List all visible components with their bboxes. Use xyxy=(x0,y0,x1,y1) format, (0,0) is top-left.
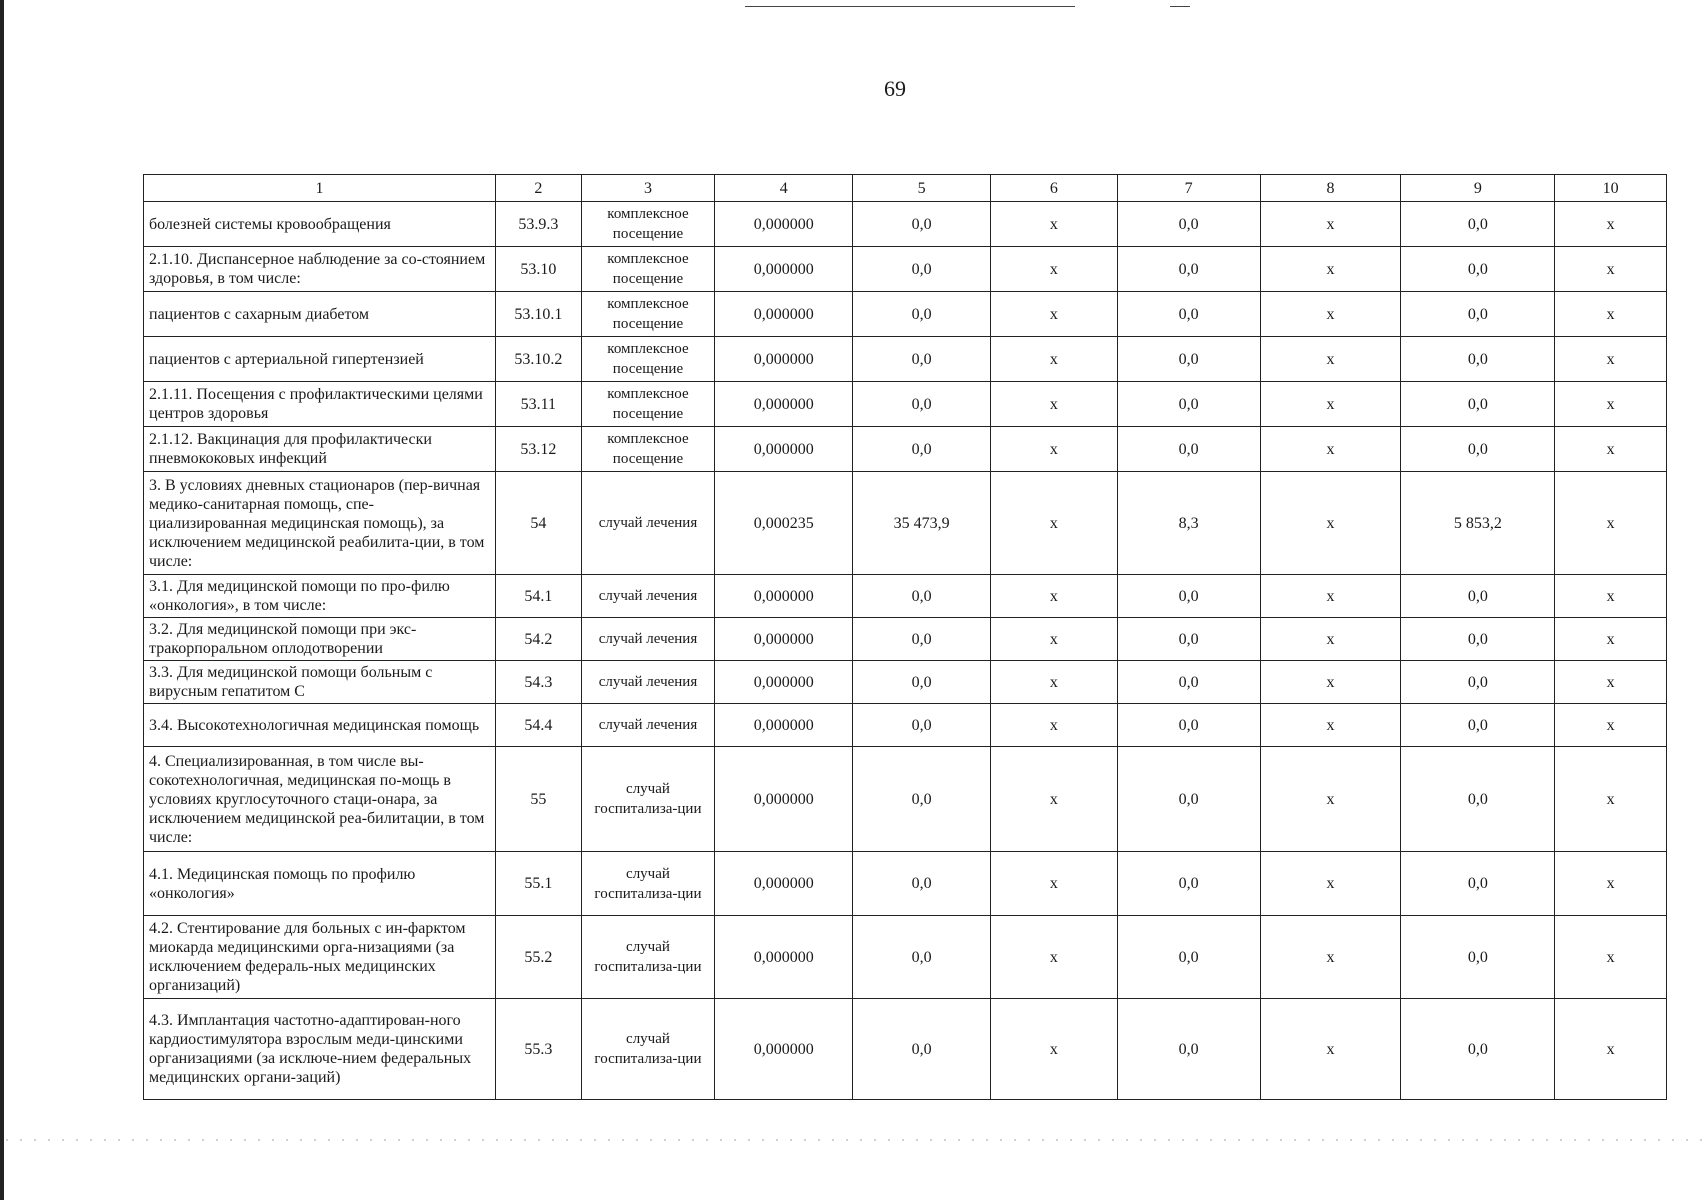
row-col5: 0,0 xyxy=(853,292,991,337)
row-col8: x xyxy=(1260,704,1401,747)
table-row xyxy=(144,382,1667,427)
row-col9: 0,0 xyxy=(1401,382,1555,427)
row-col5: 0,0 xyxy=(853,999,991,1100)
row-col5: 0,0 xyxy=(853,382,991,427)
row-col5: 0,0 xyxy=(853,202,991,247)
row-name: пациентов с сахарным диабетом xyxy=(144,292,496,337)
table-row xyxy=(144,852,1667,916)
row-name: болезней системы кровообращения xyxy=(144,202,496,247)
row-col4: 0,000000 xyxy=(715,661,853,704)
row-col6: x xyxy=(990,999,1117,1100)
row-col5: 0,0 xyxy=(853,247,991,292)
row-col8: x xyxy=(1260,852,1401,916)
row-col8: x xyxy=(1260,337,1401,382)
column-header: 9 xyxy=(1401,175,1555,202)
row-code: 55.2 xyxy=(496,916,582,999)
row-col6: x xyxy=(990,916,1117,999)
row-col4: 0,000000 xyxy=(715,247,853,292)
column-header: 2 xyxy=(496,175,582,202)
row-col7: 0,0 xyxy=(1117,575,1260,618)
row-code: 54.3 xyxy=(496,661,582,704)
row-code: 53.11 xyxy=(496,382,582,427)
row-name: 3. В условиях дневных стационаров (пер-вичная медико-санитарная помощь, спе-циализированная медицинская помощь), за исключением медицинской реабилита-ции, в том числе: xyxy=(144,472,496,575)
table-row xyxy=(144,747,1667,852)
row-col6: x xyxy=(990,382,1117,427)
row-col7: 0,0 xyxy=(1117,292,1260,337)
row-col10: x xyxy=(1555,575,1667,618)
row-code: 53.9.3 xyxy=(496,202,582,247)
row-code: 55.3 xyxy=(496,999,582,1100)
column-header: 4 xyxy=(715,175,853,202)
row-name: 2.1.11. Посещения с профилактическими целями центров здоровья xyxy=(144,382,496,427)
row-col8: x xyxy=(1260,747,1401,852)
row-col9: 0,0 xyxy=(1401,247,1555,292)
row-col5: 0,0 xyxy=(853,337,991,382)
row-col5: 0,0 xyxy=(853,427,991,472)
row-col4: 0,000000 xyxy=(715,575,853,618)
row-code: 54.2 xyxy=(496,618,582,661)
row-col6: x xyxy=(990,747,1117,852)
row-col9: 0,0 xyxy=(1401,202,1555,247)
row-unit: комплексное посещение xyxy=(581,292,715,337)
row-col4: 0,000000 xyxy=(715,852,853,916)
row-col9: 0,0 xyxy=(1401,704,1555,747)
row-col7: 0,0 xyxy=(1117,618,1260,661)
row-col4: 0,000000 xyxy=(715,202,853,247)
table-row xyxy=(144,247,1667,292)
row-unit: случай лечения xyxy=(581,575,715,618)
row-col10: x xyxy=(1555,247,1667,292)
row-col7: 0,0 xyxy=(1117,427,1260,472)
row-col10: x xyxy=(1555,337,1667,382)
row-col8: x xyxy=(1260,292,1401,337)
row-col8: x xyxy=(1260,472,1401,575)
row-col9: 0,0 xyxy=(1401,427,1555,472)
row-col4: 0,000000 xyxy=(715,747,853,852)
table-row xyxy=(144,704,1667,747)
row-col4: 0,000000 xyxy=(715,704,853,747)
row-name: 3.1. Для медицинской помощи по про-филю «онкология», в том числе: xyxy=(144,575,496,618)
row-col10: x xyxy=(1555,704,1667,747)
row-col9: 0,0 xyxy=(1401,999,1555,1100)
row-col5: 0,0 xyxy=(853,575,991,618)
row-col8: x xyxy=(1260,575,1401,618)
row-name: 2.1.12. Вакцинация для профилактически пневмококовых инфекций xyxy=(144,427,496,472)
row-name: 4.2. Стентирование для больных с ин-фарктом миокарда медицинскими орга-низациями (за исключением федераль-ных медицинских организаций) xyxy=(144,916,496,999)
row-name: 3.2. Для медицинской помощи при экс-тракорпоральном оплодотворении xyxy=(144,618,496,661)
row-col6: x xyxy=(990,292,1117,337)
row-col6: x xyxy=(990,202,1117,247)
row-col5: 0,0 xyxy=(853,618,991,661)
row-col6: x xyxy=(990,618,1117,661)
row-col10: x xyxy=(1555,618,1667,661)
row-code: 54 xyxy=(496,472,582,575)
row-col8: x xyxy=(1260,661,1401,704)
row-col8: x xyxy=(1260,202,1401,247)
row-col9: 5 853,2 xyxy=(1401,472,1555,575)
row-col5: 0,0 xyxy=(853,704,991,747)
row-name: 3.4. Высокотехнологичная медицинская помощь xyxy=(144,704,496,747)
row-col6: x xyxy=(990,337,1117,382)
column-header: 1 xyxy=(144,175,496,202)
scan-noise xyxy=(0,1139,1703,1141)
row-name: 4.3. Имплантация частотно-адаптирован-ного кардиостимулятора взрослым меди-цинскими организациями (за исключе-нием федеральных медицинских органи-заций) xyxy=(144,999,496,1100)
row-col8: x xyxy=(1260,247,1401,292)
table-row xyxy=(144,202,1667,247)
column-header: 5 xyxy=(853,175,991,202)
row-col10: x xyxy=(1555,747,1667,852)
data-table xyxy=(143,174,1667,1100)
column-header-row xyxy=(144,175,1667,202)
row-col5: 0,0 xyxy=(853,747,991,852)
row-col9: 0,0 xyxy=(1401,575,1555,618)
table-row xyxy=(144,618,1667,661)
row-col9: 0,0 xyxy=(1401,661,1555,704)
row-col6: x xyxy=(990,852,1117,916)
column-header: 3 xyxy=(581,175,715,202)
row-col4: 0,000000 xyxy=(715,999,853,1100)
row-unit: случай госпитализа-ции xyxy=(581,747,715,852)
row-unit: случай лечения xyxy=(581,661,715,704)
row-code: 53.10 xyxy=(496,247,582,292)
row-col9: 0,0 xyxy=(1401,747,1555,852)
row-col7: 0,0 xyxy=(1117,202,1260,247)
row-col7: 8,3 xyxy=(1117,472,1260,575)
row-col6: x xyxy=(990,575,1117,618)
row-unit: комплексное посещение xyxy=(581,337,715,382)
row-col7: 0,0 xyxy=(1117,852,1260,916)
row-code: 53.12 xyxy=(496,427,582,472)
row-code: 53.10.2 xyxy=(496,337,582,382)
row-col10: x xyxy=(1555,382,1667,427)
row-name: пациентов с артериальной гипертензией xyxy=(144,337,496,382)
row-col9: 0,0 xyxy=(1401,292,1555,337)
row-unit: случай госпитализа-ции xyxy=(581,916,715,999)
row-col7: 0,0 xyxy=(1117,747,1260,852)
row-col4: 0,000000 xyxy=(715,292,853,337)
row-col10: x xyxy=(1555,999,1667,1100)
page-number: 69 xyxy=(884,76,906,101)
row-name: 4.1. Медицинская помощь по профилю «онкология» xyxy=(144,852,496,916)
row-col6: x xyxy=(990,704,1117,747)
row-col9: 0,0 xyxy=(1401,337,1555,382)
row-col6: x xyxy=(990,661,1117,704)
row-unit: комплексное посещение xyxy=(581,427,715,472)
row-code: 53.10.1 xyxy=(496,292,582,337)
row-col7: 0,0 xyxy=(1117,337,1260,382)
row-col10: x xyxy=(1555,427,1667,472)
row-col9: 0,0 xyxy=(1401,852,1555,916)
row-col4: 0,000000 xyxy=(715,427,853,472)
row-unit: случай госпитализа-ции xyxy=(581,852,715,916)
row-code: 55 xyxy=(496,747,582,852)
row-col7: 0,0 xyxy=(1117,382,1260,427)
table-row xyxy=(144,292,1667,337)
row-col8: x xyxy=(1260,382,1401,427)
row-unit: случай госпитализа-ции xyxy=(581,999,715,1100)
row-col4: 0,000000 xyxy=(715,916,853,999)
row-col6: x xyxy=(990,472,1117,575)
row-col7: 0,0 xyxy=(1117,999,1260,1100)
row-col5: 0,0 xyxy=(853,661,991,704)
row-name: 3.3. Для медицинской помощи больным с вирусным гепатитом С xyxy=(144,661,496,704)
row-code: 54.4 xyxy=(496,704,582,747)
row-col5: 0,0 xyxy=(853,916,991,999)
row-col10: x xyxy=(1555,661,1667,704)
scan-edge xyxy=(0,0,4,1200)
table-row xyxy=(144,337,1667,382)
table-row xyxy=(144,575,1667,618)
column-header: 7 xyxy=(1117,175,1260,202)
row-name: 2.1.10. Диспансерное наблюдение за со-стоянием здоровья, в том числе: xyxy=(144,247,496,292)
row-col7: 0,0 xyxy=(1117,916,1260,999)
table-row xyxy=(144,916,1667,999)
row-unit: случай лечения xyxy=(581,618,715,661)
row-unit: комплексное посещение xyxy=(581,247,715,292)
row-col6: x xyxy=(990,247,1117,292)
row-col7: 0,0 xyxy=(1117,661,1260,704)
row-col10: x xyxy=(1555,472,1667,575)
column-header: 6 xyxy=(990,175,1117,202)
row-col8: x xyxy=(1260,618,1401,661)
row-col7: 0,0 xyxy=(1117,247,1260,292)
row-unit: комплексное посещение xyxy=(581,382,715,427)
row-code: 54.1 xyxy=(496,575,582,618)
row-col9: 0,0 xyxy=(1401,916,1555,999)
table-row xyxy=(144,427,1667,472)
row-unit: комплексное посещение xyxy=(581,202,715,247)
top-rule xyxy=(745,6,1075,7)
column-header: 10 xyxy=(1555,175,1667,202)
row-name: 4. Специализированная, в том числе вы-сокотехнологичная, медицинская по-мощь в условиях круглосуточного стаци-онара, за исключением медицинской реа-билитации, в том числе: xyxy=(144,747,496,852)
top-rule-fragment xyxy=(1170,6,1190,7)
row-col4: 0,000000 xyxy=(715,337,853,382)
table-row xyxy=(144,999,1667,1100)
table-row xyxy=(144,661,1667,704)
row-col10: x xyxy=(1555,916,1667,999)
row-col5: 0,0 xyxy=(853,852,991,916)
row-unit: случай лечения xyxy=(581,704,715,747)
row-col6: x xyxy=(990,427,1117,472)
row-col9: 0,0 xyxy=(1401,618,1555,661)
row-col5: 35 473,9 xyxy=(853,472,991,575)
row-col8: x xyxy=(1260,916,1401,999)
row-col10: x xyxy=(1555,852,1667,916)
row-col10: x xyxy=(1555,202,1667,247)
row-code: 55.1 xyxy=(496,852,582,916)
table-row xyxy=(144,472,1667,575)
column-header: 8 xyxy=(1260,175,1401,202)
row-col4: 0,000000 xyxy=(715,618,853,661)
row-col4: 0,000000 xyxy=(715,382,853,427)
row-col4: 0,000235 xyxy=(715,472,853,575)
row-col8: x xyxy=(1260,999,1401,1100)
row-col10: x xyxy=(1555,292,1667,337)
row-col7: 0,0 xyxy=(1117,704,1260,747)
row-col8: x xyxy=(1260,427,1401,472)
row-unit: случай лечения xyxy=(581,472,715,575)
